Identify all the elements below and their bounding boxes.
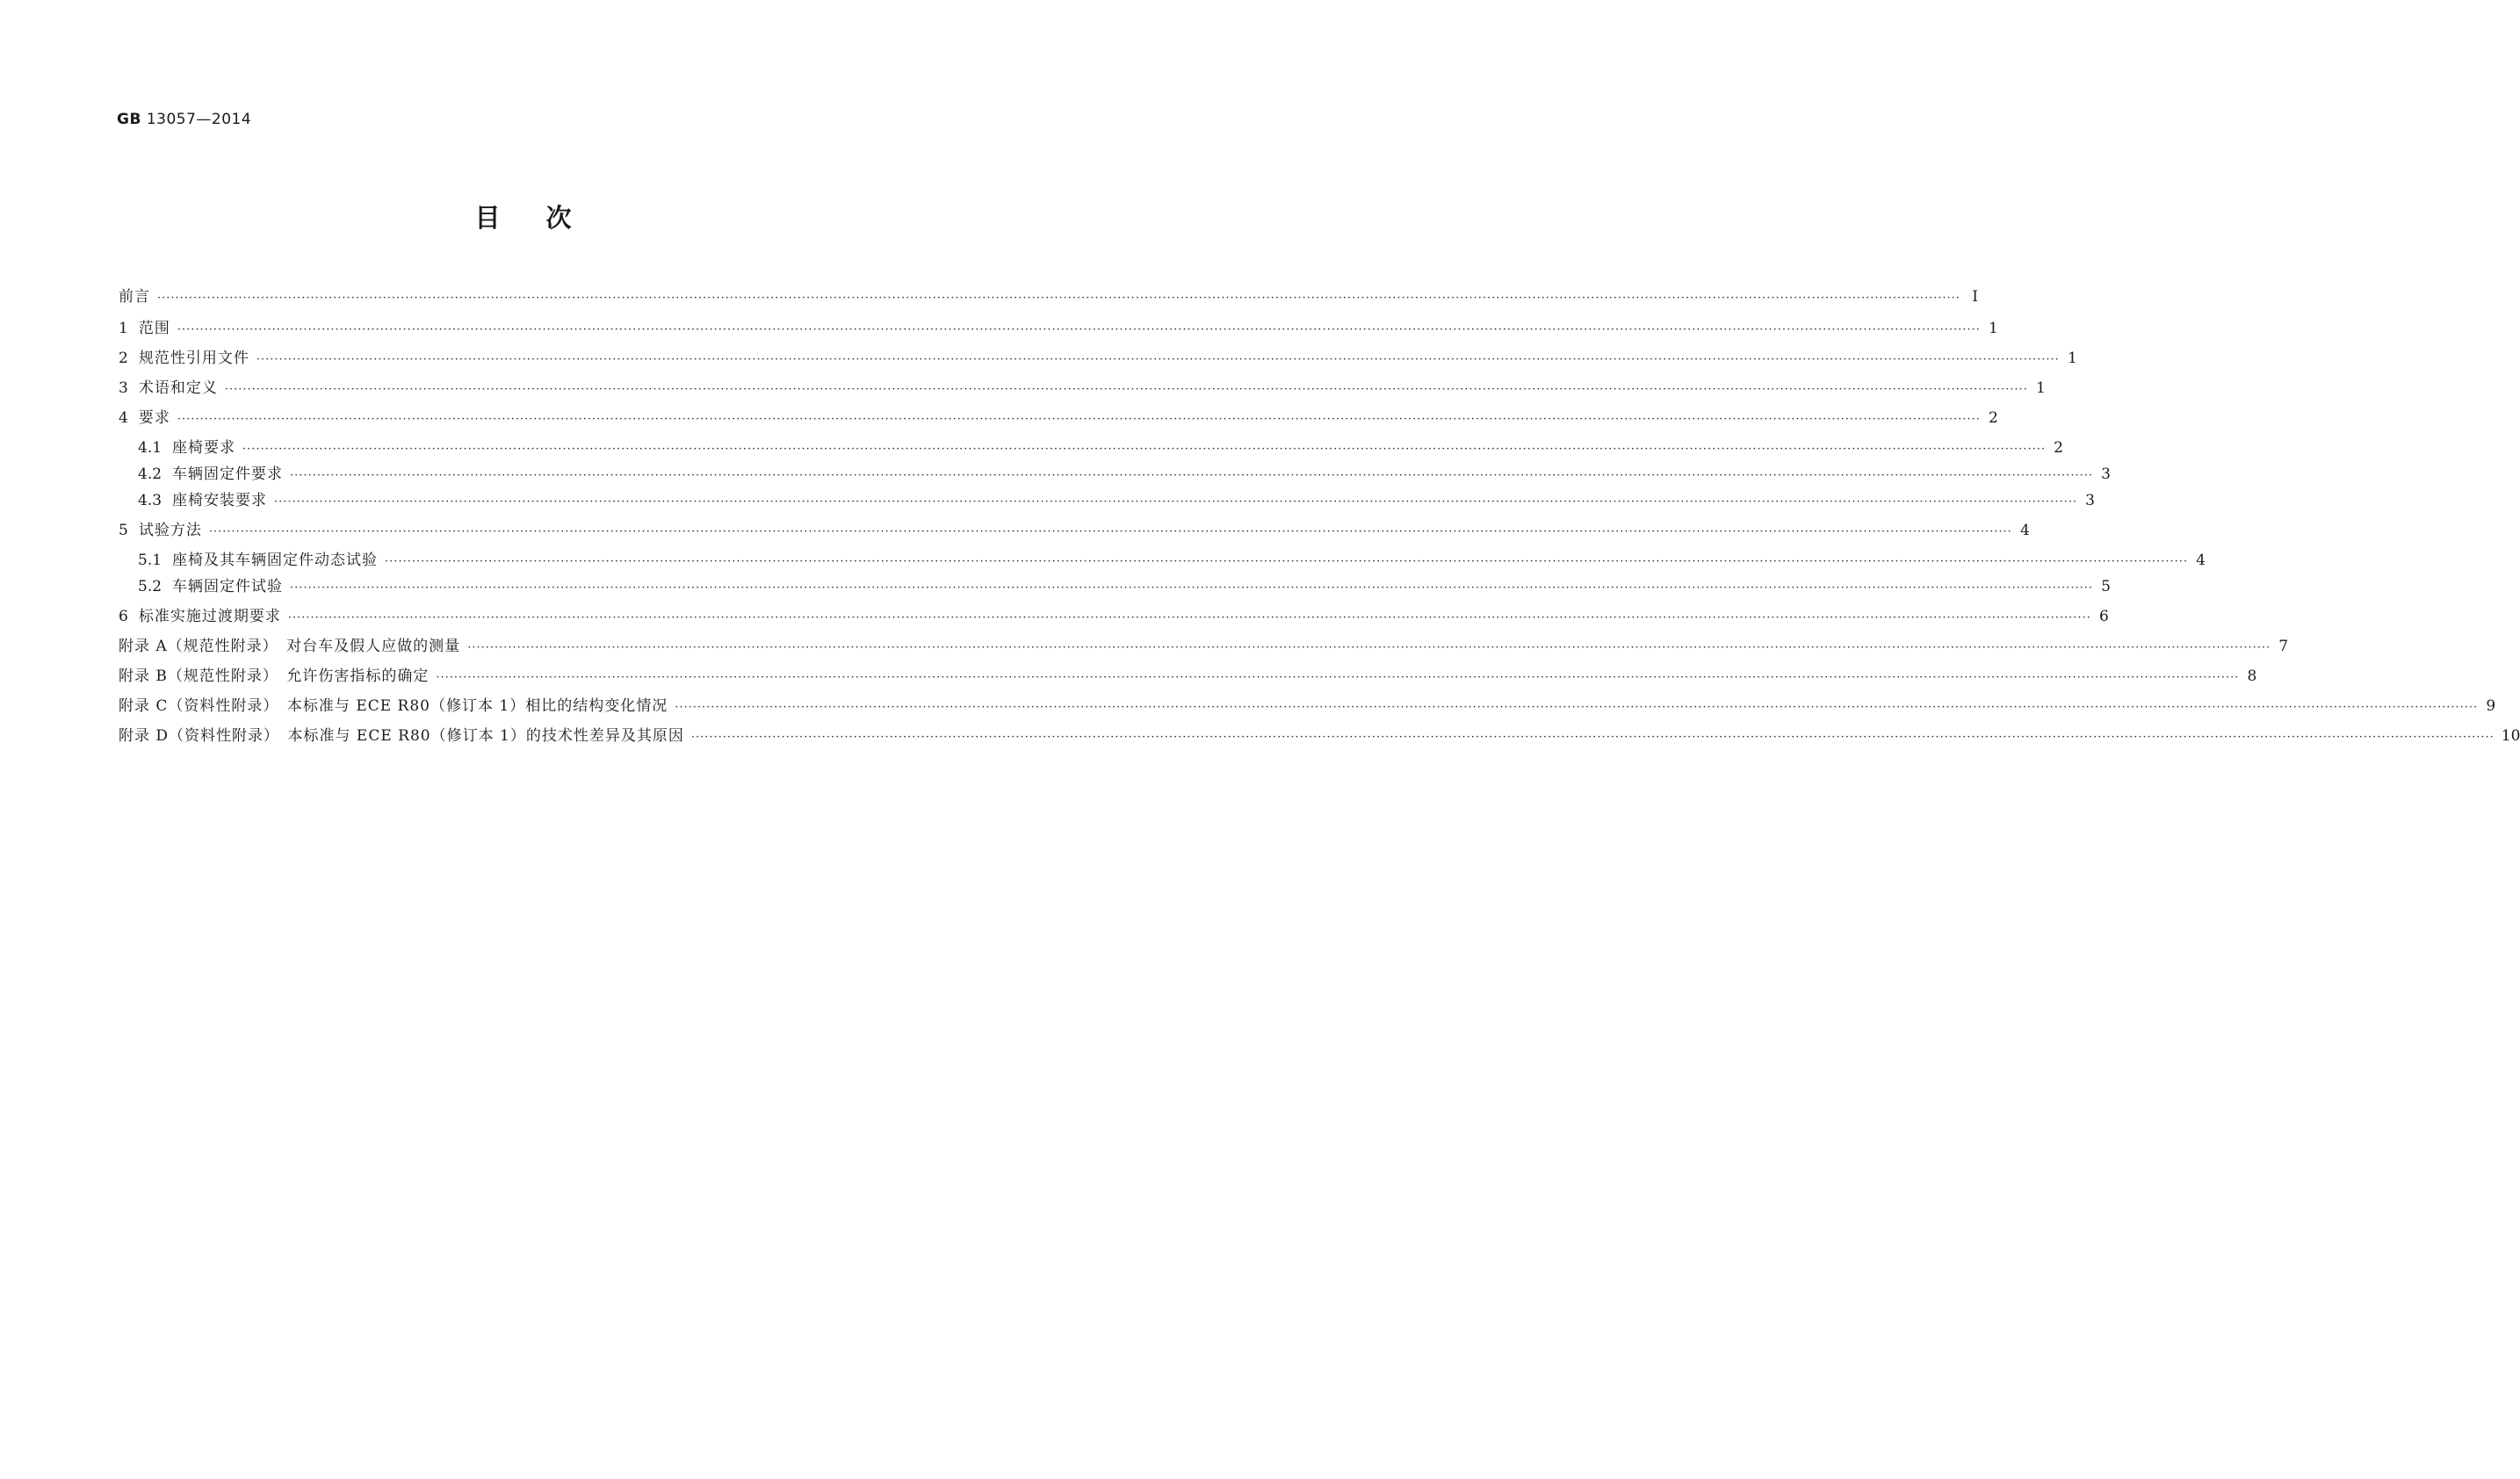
toc-dot-leader: ················································································································································································································································································································································································································ bbox=[177, 413, 1981, 426]
toc-entry[interactable] bbox=[119, 665, 2257, 688]
toc-entry-number: 2 bbox=[119, 350, 128, 367]
toc-entry-page: 4 bbox=[2196, 552, 2206, 569]
toc-entry[interactable] bbox=[119, 519, 2030, 542]
toc-dot-leader: ················································································································································································································································································································································································································ bbox=[208, 525, 2012, 538]
toc-entry[interactable] bbox=[119, 725, 2520, 747]
toc-entry-page: Ⅰ bbox=[1972, 288, 1978, 306]
toc-dot-leader: ················································································································································································································································································································································································································ bbox=[385, 555, 2188, 568]
standard-prefix: GB bbox=[117, 111, 141, 128]
toc-entry-page: 2 bbox=[2054, 439, 2063, 457]
toc-dot-leader: ················································································································································································································································································································································································································ bbox=[675, 701, 2479, 714]
toc-entry-text: 要求 bbox=[138, 409, 170, 427]
toc-dot-leader: ················································································································································································································································································································································································································ bbox=[690, 731, 2495, 744]
toc-entry-text: 附录 C（资料性附录） 本标准与 ECE R80（修订本 1）相比的结构变化情况 bbox=[119, 697, 668, 715]
toc-entry-page: 3 bbox=[2101, 465, 2111, 483]
toc-entry-label bbox=[138, 463, 290, 486]
toc-entry-label bbox=[138, 549, 385, 572]
toc-entry-text: 前言 bbox=[119, 288, 150, 306]
toc-dot-leader: ················································································································································································································································································································································································································ bbox=[290, 469, 2093, 482]
toc-entry-text: 车辆固定件试验 bbox=[172, 578, 284, 595]
toc-entry[interactable] bbox=[138, 549, 2206, 572]
toc-entry-label bbox=[119, 695, 675, 718]
toc-entry-label bbox=[119, 317, 177, 340]
toc-entry-page: 1 bbox=[2035, 379, 2046, 397]
toc-entry-label bbox=[119, 605, 288, 628]
toc-entry-page: 7 bbox=[2278, 638, 2289, 655]
toc-dot-leader: ················································································································································································································································································································································································································ bbox=[274, 495, 2077, 509]
toc-entry-text: 车辆固定件要求 bbox=[172, 465, 284, 483]
toc-entry-page: 1 bbox=[2067, 350, 2077, 367]
toc-dot-leader: ················································································································································································································································································································································································································ bbox=[436, 671, 2240, 684]
toc-entry-text: 规范性引用文件 bbox=[138, 350, 249, 367]
toc-entry-label bbox=[119, 519, 209, 542]
toc-entry-label bbox=[119, 635, 467, 658]
toc-entry-text: 座椅及其车辆固定件动态试验 bbox=[172, 552, 379, 569]
toc-entry-number: 5 bbox=[119, 522, 128, 539]
toc-dot-leader: ················································································································································································································································································································································································································ bbox=[290, 581, 2093, 595]
toc-entry-text: 座椅安装要求 bbox=[172, 492, 268, 509]
toc-dot-leader: ················································································································································································································································································································································································································ bbox=[224, 383, 2028, 396]
toc-entry-page: 8 bbox=[2247, 667, 2257, 685]
toc-entry-label bbox=[138, 489, 274, 512]
toc-entry-page: 9 bbox=[2486, 697, 2496, 715]
toc-entry-page: 3 bbox=[2085, 492, 2095, 509]
toc-entry-page: 1 bbox=[1988, 320, 1998, 337]
toc-title: 目次 bbox=[474, 203, 617, 233]
toc-entry-label bbox=[119, 665, 436, 688]
toc-entry[interactable] bbox=[138, 489, 2095, 512]
toc-entry[interactable] bbox=[119, 605, 2109, 628]
toc-dot-leader: ················································································································································································································································································································································································································ bbox=[256, 353, 2060, 366]
toc-entry-text: 试验方法 bbox=[138, 522, 202, 539]
toc-dot-leader: ················································································································································································································································································································································································································ bbox=[157, 292, 1960, 305]
toc-entry-text: 标准实施过渡期要求 bbox=[138, 608, 281, 625]
toc-entry-text: 座椅要求 bbox=[172, 439, 236, 457]
toc-entry[interactable] bbox=[119, 377, 2046, 400]
toc-entry-label bbox=[138, 575, 290, 598]
toc-dot-leader: ················································································································································································································································································································································································································ bbox=[242, 443, 2046, 456]
toc-entry-text: 范围 bbox=[138, 320, 170, 337]
toc-dot-leader: ················································································································································································································································································································································································································ bbox=[287, 611, 2091, 624]
toc-entry[interactable] bbox=[119, 407, 1998, 429]
toc-entry-page: 6 bbox=[2098, 608, 2109, 625]
toc-entry-page: 4 bbox=[2019, 522, 2030, 539]
toc-entry-label bbox=[119, 347, 256, 370]
toc-entry-label bbox=[119, 285, 157, 308]
toc-entry[interactable] bbox=[119, 695, 2496, 718]
toc-dot-leader: ················································································································································································································································································································································································································ bbox=[177, 323, 1981, 336]
toc-entry-label bbox=[138, 436, 242, 459]
toc-entry[interactable] bbox=[119, 285, 1978, 308]
toc-entry-number: 4.3 bbox=[138, 492, 162, 509]
toc-entry-number: 3 bbox=[119, 379, 128, 397]
toc-entry-number: 1 bbox=[119, 320, 128, 337]
toc-entry[interactable] bbox=[138, 436, 2063, 459]
toc-entry-label bbox=[119, 725, 691, 747]
toc-entry-text: 附录 D（资料性附录） 本标准与 ECE R80（修订本 1）的技术性差异及其原因 bbox=[119, 727, 684, 745]
toc-entry-page: 10 bbox=[2501, 727, 2520, 745]
toc-entry-text: 附录 A（规范性附录） 对台车及假人应做的测量 bbox=[119, 638, 461, 655]
toc-entry-number: 4.1 bbox=[138, 439, 162, 457]
toc-entry-number: 6 bbox=[119, 608, 128, 625]
toc-dot-leader: ················································································································································································································································································································································································································ bbox=[467, 641, 2271, 654]
standard-number: 13057—2014 bbox=[146, 111, 252, 128]
toc-entry-label bbox=[119, 377, 225, 400]
toc-entry[interactable] bbox=[119, 317, 1998, 340]
toc-entry-number: 4.2 bbox=[138, 465, 162, 483]
toc-entry[interactable] bbox=[138, 575, 2111, 598]
toc-entry-number: 5.2 bbox=[138, 578, 162, 595]
toc-entry[interactable] bbox=[138, 463, 2111, 486]
toc-entry-number: 5.1 bbox=[138, 552, 162, 569]
toc-entry-page: 2 bbox=[1988, 409, 1998, 427]
toc-entry[interactable] bbox=[119, 347, 2077, 370]
toc-entry-text: 术语和定义 bbox=[138, 379, 218, 397]
toc-entry-number: 4 bbox=[119, 409, 128, 427]
toc-entry-page: 5 bbox=[2101, 578, 2111, 595]
toc-entry-label bbox=[119, 407, 177, 429]
toc-entry-text: 附录 B（规范性附录） 允许伤害指标的确定 bbox=[119, 667, 430, 685]
standard-code bbox=[117, 111, 251, 128]
toc-entry[interactable] bbox=[119, 635, 2289, 658]
